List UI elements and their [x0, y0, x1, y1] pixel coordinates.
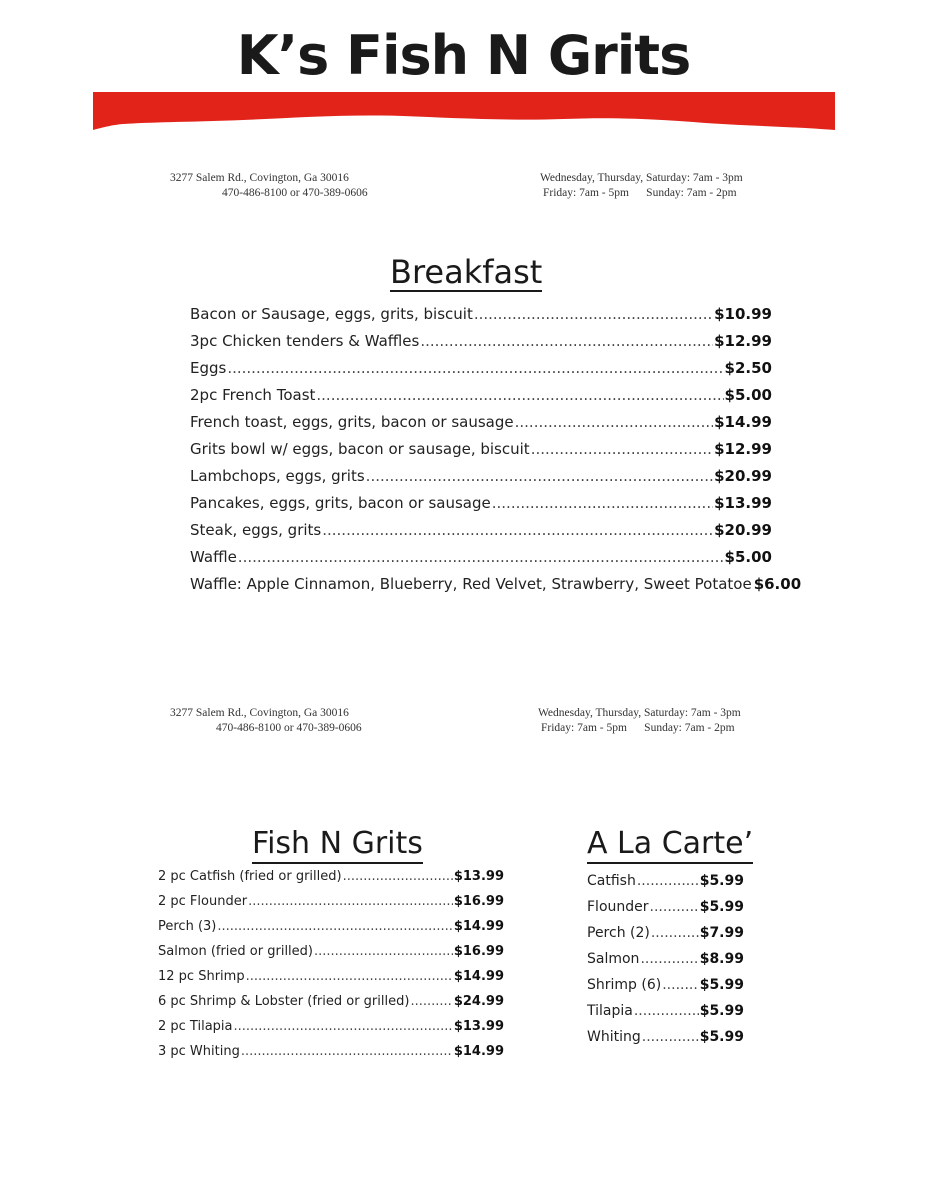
address-block-bottom: [170, 706, 362, 736]
menu-item: [158, 919, 504, 944]
menu-item: [158, 944, 504, 969]
dot-leader: [234, 1019, 453, 1034]
item-name: Tilapia: [587, 1003, 633, 1019]
item-price: $14.99: [453, 1044, 504, 1059]
item-price: $13.99: [453, 1019, 504, 1034]
item-price: $12.99: [714, 332, 772, 350]
item-price: $14.99: [714, 413, 772, 431]
item-price: $10.99: [714, 305, 772, 323]
item-name: Waffle: Apple Cinnamon, Blueberry, Red Velvet, Strawberry, Sweet Potatoe: [190, 575, 752, 593]
address-block-top: [170, 171, 368, 201]
hours-line-1: Wednesday, Thursday, Saturday: 7am - 3pm: [540, 172, 743, 184]
dot-leader: [650, 899, 699, 915]
dot-leader: [662, 977, 698, 993]
menu-item: [190, 494, 772, 521]
item-name: Whiting: [587, 1029, 641, 1045]
menu-item: [190, 332, 772, 359]
dot-leader: [227, 359, 723, 377]
dot-leader: [238, 548, 724, 566]
item-price: $16.99: [453, 944, 504, 959]
item-price: $5.99: [699, 1003, 744, 1019]
dot-leader: [634, 1003, 699, 1019]
menu-item: [190, 521, 772, 548]
menu-item: [190, 467, 772, 494]
menu-item: [190, 305, 772, 332]
hours-line-2: Friday: 7am - 5pm Sunday: 7am - 2pm: [543, 187, 737, 199]
hours-line-2: Friday: 7am - 5pm Sunday: 7am - 2pm: [541, 722, 735, 734]
dot-leader: [515, 413, 713, 431]
fish-n-grits-heading: Fish N Grits: [252, 826, 423, 864]
item-price: $14.99: [453, 969, 504, 984]
address: 3277 Salem Rd., Covington, Ga 30016: [170, 172, 349, 184]
dot-leader: [241, 1044, 453, 1059]
hours-block-top: [540, 171, 743, 201]
menu-item: [587, 873, 744, 899]
menu-item: [587, 951, 744, 977]
phone: 470-486-8100 or 470-389-0606: [216, 722, 362, 734]
item-price: $5.00: [724, 548, 772, 566]
dot-leader: [651, 925, 699, 941]
dot-leader: [343, 869, 453, 884]
dot-leader: [316, 386, 723, 404]
item-price: $20.99: [714, 467, 772, 485]
menu-item: [587, 899, 744, 925]
item-price: $16.99: [453, 894, 504, 909]
dot-leader: [314, 944, 453, 959]
page-title: K’s Fish N Grits: [236, 24, 691, 87]
dot-leader: [217, 919, 452, 934]
item-price: $5.99: [699, 977, 744, 993]
dot-leader: [248, 894, 453, 909]
dot-leader: [246, 969, 453, 984]
item-name: Lambchops, eggs, grits: [190, 467, 365, 485]
dot-leader: [492, 494, 713, 512]
item-name: Eggs: [190, 359, 227, 377]
item-price: $20.99: [714, 521, 772, 539]
a-la-carte-list: [587, 873, 744, 1055]
dot-leader: [637, 873, 699, 889]
dot-leader: [410, 994, 452, 1009]
dot-leader: [322, 521, 713, 539]
item-name: Pancakes, eggs, grits, bacon or sausage: [190, 494, 491, 512]
banner-wave: [93, 92, 835, 130]
item-price: $24.99: [453, 994, 504, 1009]
a-la-carte-heading: A La Carte’: [587, 826, 753, 864]
item-name: Perch (3): [158, 919, 217, 934]
item-name: Grits bowl w/ eggs, bacon or sausage, biscuit: [190, 440, 530, 458]
menu-item: [158, 894, 504, 919]
hours-block-bottom: [538, 706, 741, 736]
item-name: 2 pc Tilapia: [158, 1019, 233, 1034]
item-price: $5.99: [699, 1029, 744, 1045]
dot-leader: [640, 951, 698, 967]
item-price: $13.99: [453, 869, 504, 884]
breakfast-list: [190, 305, 802, 602]
item-name: Steak, eggs, grits: [190, 521, 322, 539]
item-price: $5.99: [699, 899, 744, 915]
item-name: 12 pc Shrimp: [158, 969, 245, 984]
item-name: Salmon: [587, 951, 640, 967]
dot-leader: [474, 305, 713, 323]
item-name: 3pc Chicken tenders & Waffles: [190, 332, 420, 350]
menu-item: [587, 1029, 744, 1055]
menu-item: [587, 977, 744, 1003]
menu-item: [190, 413, 772, 440]
menu-item: [158, 994, 504, 1019]
menu-item: [158, 869, 504, 894]
item-name: Flounder: [587, 899, 649, 915]
item-price: $14.99: [453, 919, 504, 934]
item-name: Catfish: [587, 873, 636, 889]
phone: 470-486-8100 or 470-389-0606: [222, 187, 368, 199]
item-name: 3 pc Whiting: [158, 1044, 240, 1059]
fish-n-grits-list: [158, 869, 504, 1069]
item-price: $2.50: [724, 359, 772, 377]
menu-item: [190, 359, 772, 386]
item-price: $12.99: [714, 440, 772, 458]
menu-item: [587, 925, 744, 951]
item-price: $13.99: [714, 494, 772, 512]
item-name: 2 pc Catfish (fried or grilled): [158, 869, 342, 884]
item-name: Shrimp (6): [587, 977, 662, 993]
item-name: Salmon (fried or grilled): [158, 944, 313, 959]
menu-item: [190, 548, 772, 575]
item-name: 2 pc Flounder: [158, 894, 248, 909]
dot-leader: [420, 332, 713, 350]
item-name: 2pc French Toast: [190, 386, 316, 404]
menu-item: [190, 440, 772, 467]
item-name: French toast, eggs, grits, bacon or sausage: [190, 413, 514, 431]
item-price: $6.00: [753, 575, 802, 593]
hours-line-1: Wednesday, Thursday, Saturday: 7am - 3pm: [538, 707, 741, 719]
item-price: $7.99: [699, 925, 744, 941]
menu-item: [158, 1019, 504, 1044]
breakfast-heading: Breakfast: [390, 253, 543, 291]
item-name: 6 pc Shrimp & Lobster (fried or grilled): [158, 994, 410, 1009]
red-banner: [93, 92, 835, 140]
menu-item: [190, 386, 772, 413]
menu-item: [158, 969, 504, 994]
address: 3277 Salem Rd., Covington, Ga 30016: [170, 707, 349, 719]
menu-item: [190, 575, 802, 602]
item-name: Bacon or Sausage, eggs, grits, biscuit: [190, 305, 473, 323]
dot-leader: [531, 440, 713, 458]
item-price: $8.99: [699, 951, 744, 967]
item-name: Waffle: [190, 548, 237, 566]
item-price: $5.00: [724, 386, 772, 404]
dot-leader: [366, 467, 713, 485]
item-price: $5.99: [699, 873, 744, 889]
dot-leader: [642, 1029, 699, 1045]
menu-item: [587, 1003, 744, 1029]
menu-item: [158, 1044, 504, 1069]
item-name: Perch (2): [587, 925, 650, 941]
